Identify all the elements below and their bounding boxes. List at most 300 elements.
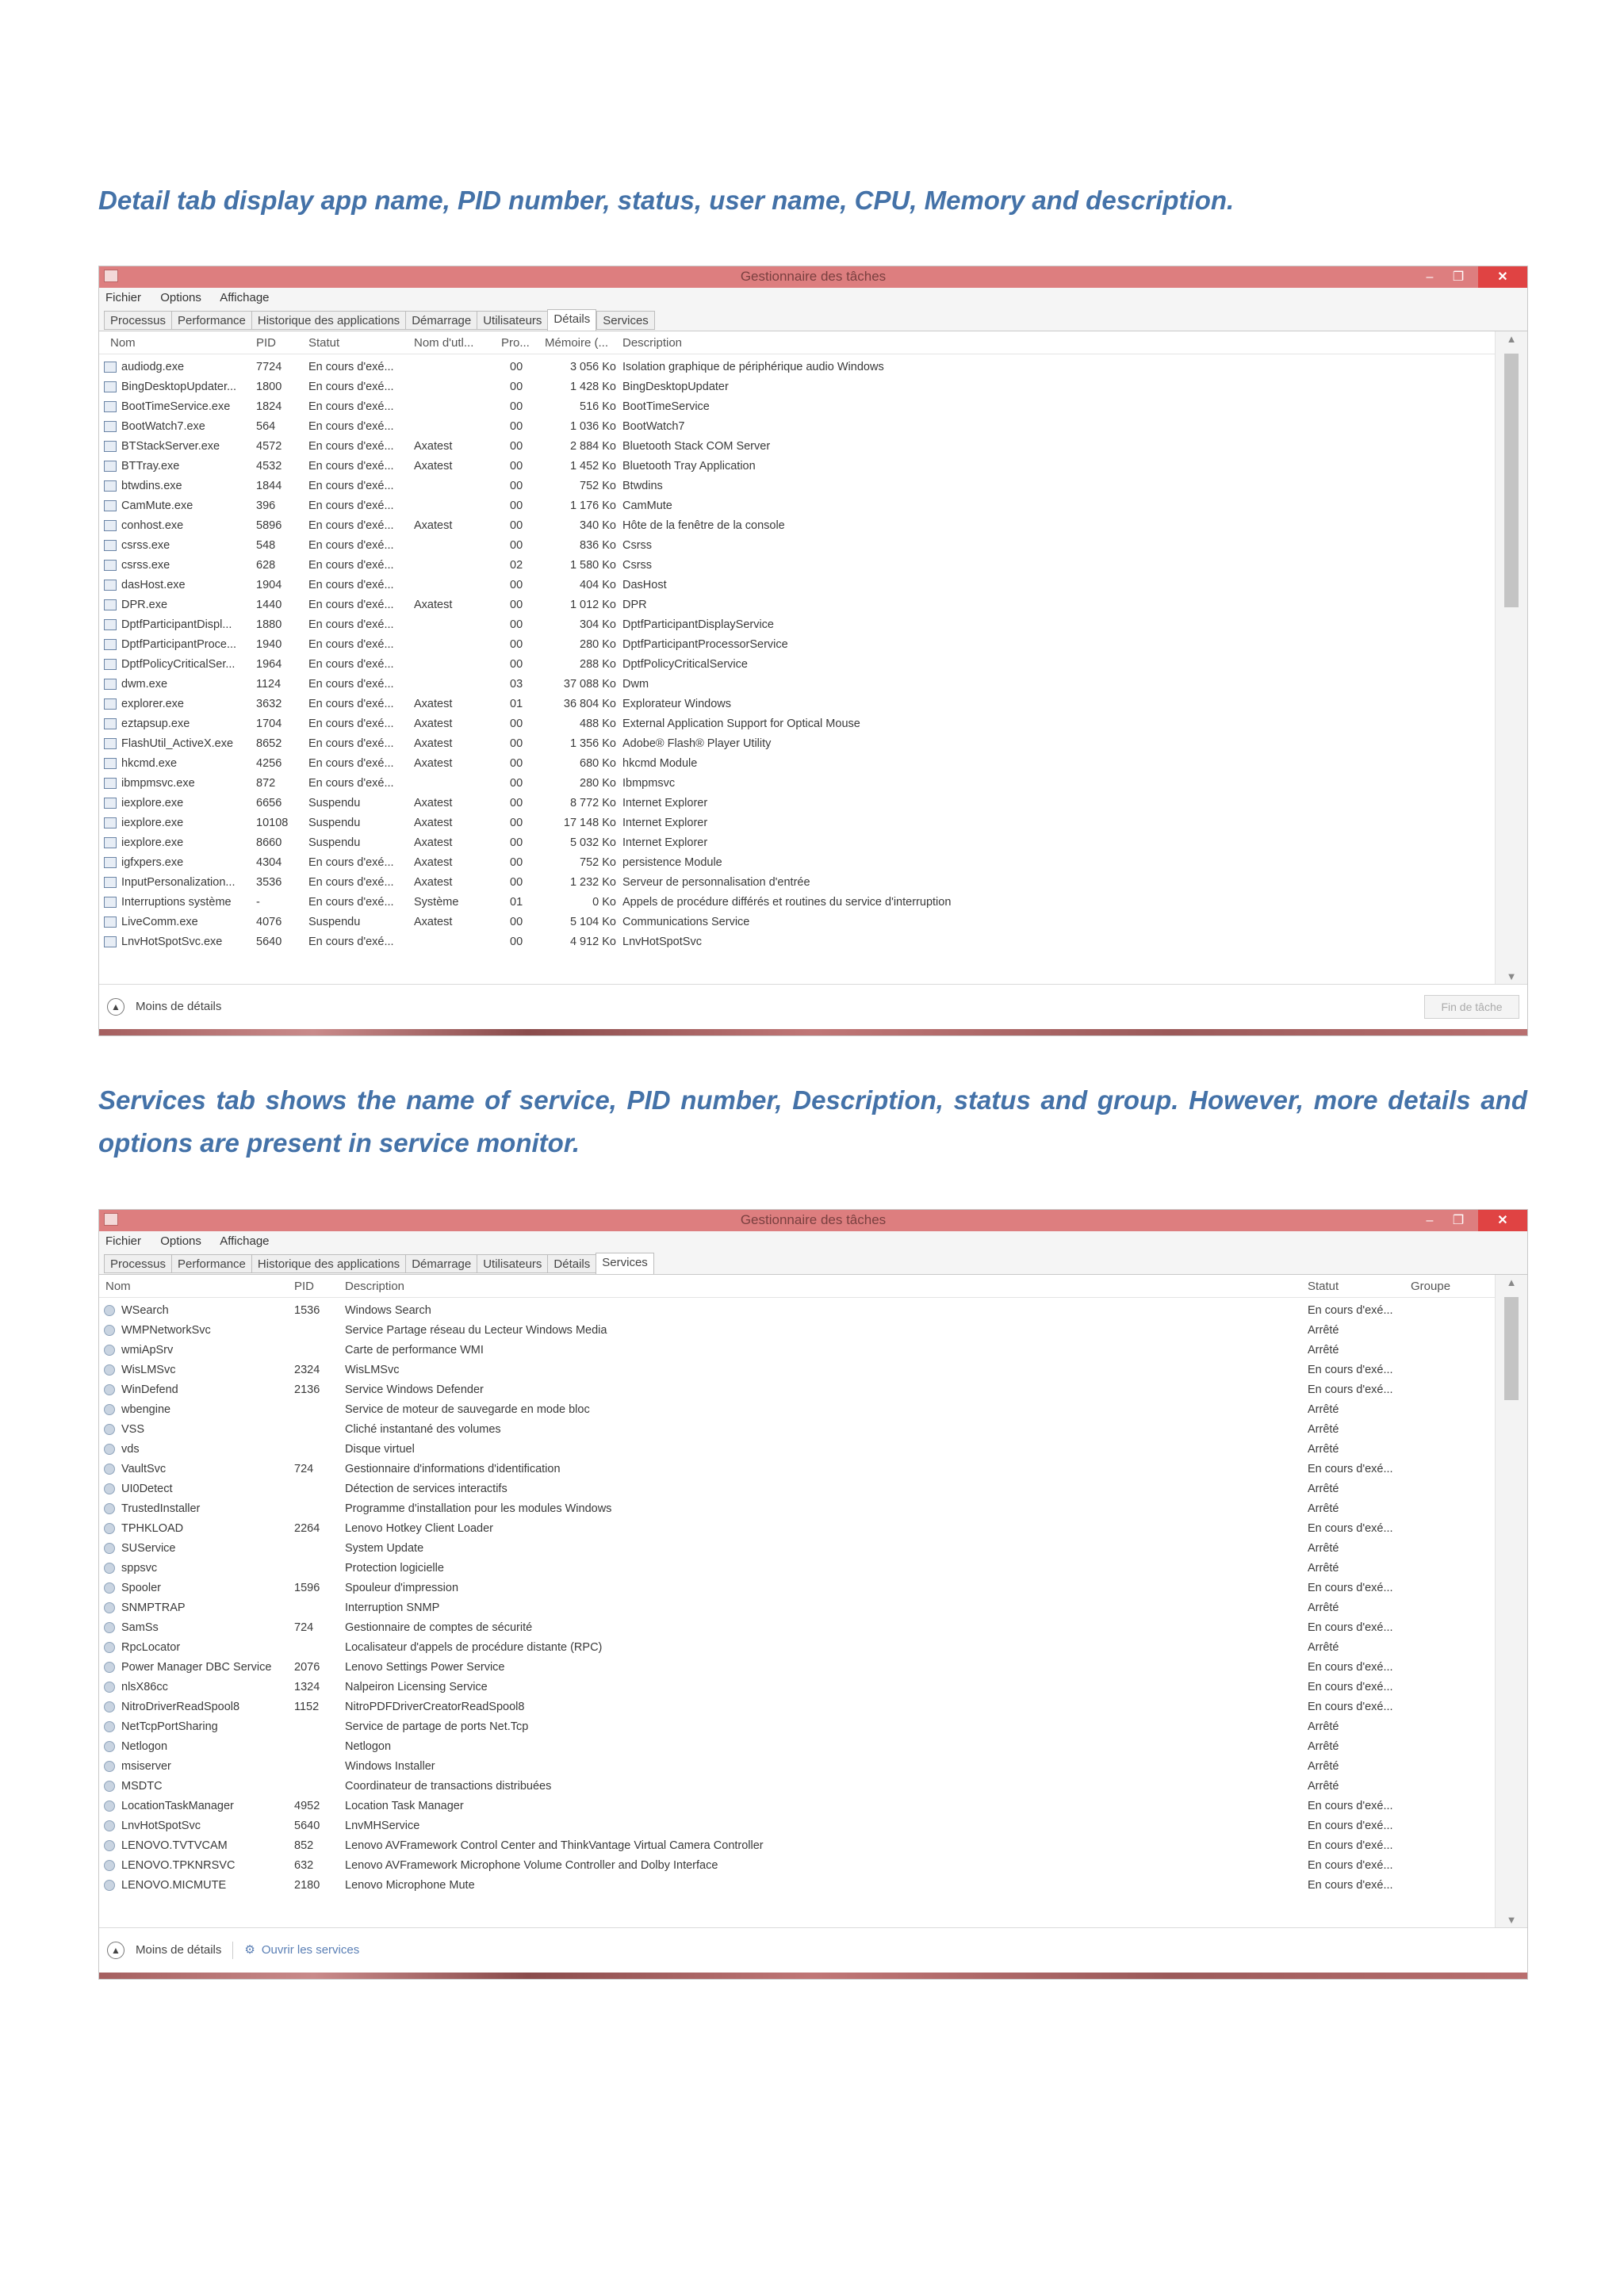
col-header-pid[interactable]: PID bbox=[294, 1280, 315, 1293]
process-pid: 396 bbox=[256, 499, 276, 512]
table-row[interactable] bbox=[99, 1519, 1496, 1539]
process-icon bbox=[104, 798, 117, 809]
maximize-button[interactable]: ❐ bbox=[1452, 1214, 1465, 1227]
table-row[interactable] bbox=[99, 417, 1496, 437]
tab-utilisateurs[interactable]: Utilisateurs bbox=[477, 311, 547, 330]
service-description: Spouleur d'impression bbox=[345, 1582, 459, 1594]
col-header-status[interactable]: Statut bbox=[1308, 1280, 1339, 1293]
process-name: hkcmd.exe bbox=[121, 757, 178, 770]
close-button[interactable]: ✕ bbox=[1478, 1210, 1527, 1231]
process-cpu: 03 bbox=[510, 678, 523, 691]
service-status: Arrêté bbox=[1308, 1780, 1339, 1793]
table-row[interactable] bbox=[99, 873, 1496, 893]
table-row[interactable] bbox=[99, 536, 1496, 556]
table-row[interactable] bbox=[99, 516, 1496, 536]
service-status: En cours d'exé... bbox=[1308, 1820, 1393, 1832]
table-row[interactable] bbox=[99, 1777, 1496, 1797]
menu-bar bbox=[99, 1231, 1527, 1251]
scroll-down-icon[interactable]: ▼ bbox=[1506, 970, 1517, 982]
scroll-up-icon[interactable]: ▲ bbox=[1506, 1276, 1517, 1288]
process-status: En cours d'exé... bbox=[308, 876, 394, 889]
service-name: MSDTC bbox=[121, 1780, 163, 1793]
process-memory: 1 012 Ko bbox=[569, 599, 616, 611]
service-name: wmiApSrv bbox=[121, 1344, 174, 1357]
table-row[interactable] bbox=[99, 794, 1496, 813]
service-pid: 1152 bbox=[294, 1701, 320, 1713]
table-row[interactable] bbox=[99, 1400, 1496, 1420]
table-row[interactable] bbox=[99, 1559, 1496, 1578]
table-row[interactable] bbox=[99, 476, 1496, 496]
process-pid: 6656 bbox=[256, 797, 282, 809]
tab-services[interactable]: Services bbox=[596, 311, 655, 330]
table-row[interactable] bbox=[99, 1737, 1496, 1757]
process-status: En cours d'exé... bbox=[308, 936, 394, 948]
service-status: Arrêté bbox=[1308, 1641, 1339, 1654]
table-row[interactable] bbox=[99, 1638, 1496, 1658]
table-row[interactable] bbox=[99, 1460, 1496, 1479]
service-description: Location Task Manager bbox=[345, 1800, 464, 1812]
menu-options[interactable]: Options bbox=[160, 1234, 201, 1248]
process-user: Axatest bbox=[414, 797, 453, 809]
process-pid: 4076 bbox=[256, 916, 282, 928]
process-description: Explorateur Windows bbox=[622, 698, 731, 710]
window-title: Gestionnaire des tâches bbox=[740, 269, 887, 284]
process-icon bbox=[104, 936, 117, 947]
process-cpu: 00 bbox=[510, 618, 523, 631]
process-description: Internet Explorer bbox=[622, 797, 708, 809]
table-row[interactable] bbox=[99, 615, 1496, 635]
table-row[interactable] bbox=[99, 853, 1496, 873]
scroll-thumb[interactable] bbox=[1504, 1297, 1519, 1400]
table-row[interactable] bbox=[99, 1479, 1496, 1499]
minimize-button[interactable]: – bbox=[1426, 1214, 1434, 1227]
service-description: Détection de services interactifs bbox=[345, 1483, 508, 1495]
process-memory: 1 232 Ko bbox=[569, 876, 616, 889]
tab-services[interactable]: Services bbox=[596, 1253, 654, 1274]
tab-processus[interactable]: Processus bbox=[104, 1254, 171, 1273]
process-cpu: 00 bbox=[510, 777, 523, 790]
process-memory: 404 Ko bbox=[580, 579, 616, 591]
service-icon bbox=[104, 1800, 115, 1812]
process-pid: 7724 bbox=[256, 361, 282, 373]
process-pid: 1800 bbox=[256, 381, 282, 393]
process-cpu: 00 bbox=[510, 718, 523, 730]
service-name: SNMPTRAP bbox=[121, 1601, 186, 1614]
process-cpu: 00 bbox=[510, 579, 523, 591]
process-icon bbox=[104, 461, 117, 472]
process-user: Axatest bbox=[414, 460, 453, 473]
scroll-up-icon[interactable]: ▲ bbox=[1506, 333, 1517, 345]
process-status: En cours d'exé... bbox=[308, 678, 394, 691]
service-icon bbox=[104, 1364, 115, 1376]
tab-historique[interactable]: Historique des applications bbox=[251, 311, 405, 330]
col-header-description[interactable]: Description bbox=[345, 1280, 405, 1293]
service-description: NitroPDFDriverCreatorReadSpool8 bbox=[345, 1701, 525, 1713]
service-status: Arrêté bbox=[1308, 1443, 1339, 1456]
gear-search-icon: ⚙ bbox=[244, 1942, 255, 1957]
service-description: Lenovo Microphone Mute bbox=[345, 1879, 475, 1892]
table-row[interactable] bbox=[99, 1757, 1496, 1777]
service-icon bbox=[104, 1642, 115, 1653]
table-row[interactable] bbox=[99, 437, 1496, 457]
process-status: En cours d'exé... bbox=[308, 856, 394, 869]
service-icon bbox=[104, 1523, 115, 1534]
tab-historique[interactable]: Historique des applications bbox=[251, 1254, 405, 1273]
taskbar-strip bbox=[99, 1973, 1527, 1980]
tab-processus[interactable]: Processus bbox=[104, 311, 171, 330]
service-status: Arrêté bbox=[1308, 1760, 1339, 1773]
process-status: En cours d'exé... bbox=[308, 400, 394, 413]
process-memory: 752 Ko bbox=[580, 480, 616, 492]
process-cpu: 00 bbox=[510, 400, 523, 413]
process-icon bbox=[104, 639, 117, 650]
process-pid: 1824 bbox=[256, 400, 282, 413]
table-row[interactable] bbox=[99, 1697, 1496, 1717]
tab-details[interactable]: Détails bbox=[547, 1254, 596, 1273]
process-pid: 1940 bbox=[256, 638, 282, 651]
table-row[interactable] bbox=[99, 1717, 1496, 1737]
table-row[interactable] bbox=[99, 893, 1496, 913]
process-name: BTStackServer.exe bbox=[121, 440, 220, 453]
service-icon bbox=[104, 1781, 115, 1792]
process-pid: 1124 bbox=[256, 678, 282, 691]
process-name: DPR.exe bbox=[121, 599, 168, 611]
process-icon bbox=[104, 441, 117, 452]
process-description: DPR bbox=[622, 599, 647, 611]
service-status: En cours d'exé... bbox=[1308, 1463, 1393, 1475]
table-row[interactable] bbox=[99, 1598, 1496, 1618]
table-row[interactable] bbox=[99, 496, 1496, 516]
process-cpu: 00 bbox=[510, 817, 523, 829]
service-status: Arrêté bbox=[1308, 1601, 1339, 1614]
task-manager-services-window bbox=[98, 1209, 1528, 1980]
table-row[interactable] bbox=[99, 734, 1496, 754]
process-name: FlashUtil_ActiveX.exe bbox=[121, 737, 234, 750]
process-icon bbox=[104, 540, 117, 551]
close-button[interactable]: ✕ bbox=[1478, 266, 1527, 288]
process-icon bbox=[104, 599, 117, 610]
process-name: btwdins.exe bbox=[121, 480, 182, 492]
tab-details[interactable]: Détails bbox=[547, 309, 596, 331]
table-row[interactable] bbox=[99, 932, 1496, 952]
col-header-user[interactable]: Nom d'utl... bbox=[414, 336, 474, 350]
process-cpu: 00 bbox=[510, 638, 523, 651]
tab-demarrage[interactable]: Démarrage bbox=[405, 1254, 477, 1273]
process-description: DptfParticipantDisplayService bbox=[622, 618, 774, 631]
process-memory: 1 036 Ko bbox=[569, 420, 616, 433]
tab-bar bbox=[99, 308, 1527, 331]
service-name: vds bbox=[121, 1443, 140, 1456]
process-pid: 3536 bbox=[256, 876, 282, 889]
service-description: Gestionnaire d'informations d'identification bbox=[345, 1463, 561, 1475]
process-icon bbox=[104, 698, 117, 710]
table-row[interactable] bbox=[99, 833, 1496, 853]
table-row[interactable] bbox=[99, 1876, 1496, 1896]
process-pid: - bbox=[256, 896, 260, 909]
table-row[interactable] bbox=[99, 1321, 1496, 1341]
table-row[interactable] bbox=[99, 635, 1496, 655]
process-status: Suspendu bbox=[308, 817, 361, 829]
process-icon bbox=[104, 480, 117, 492]
service-pid: 1536 bbox=[294, 1304, 320, 1317]
table-row[interactable] bbox=[99, 714, 1496, 734]
table-row[interactable] bbox=[99, 1539, 1496, 1559]
table-row[interactable] bbox=[99, 695, 1496, 714]
service-name: msiserver bbox=[121, 1760, 171, 1773]
process-pid: 1844 bbox=[256, 480, 282, 492]
details-rows bbox=[99, 358, 1496, 952]
process-description: persistence Module bbox=[622, 856, 722, 869]
table-row[interactable] bbox=[99, 1797, 1496, 1816]
service-name: VSS bbox=[121, 1423, 145, 1436]
service-description: Nalpeiron Licensing Service bbox=[345, 1681, 488, 1693]
process-pid: 5640 bbox=[256, 936, 282, 948]
service-description: Gestionnaire de comptes de sécurité bbox=[345, 1621, 533, 1634]
process-cpu: 02 bbox=[510, 559, 523, 572]
process-status: En cours d'exé... bbox=[308, 559, 394, 572]
table-row[interactable] bbox=[99, 397, 1496, 417]
process-memory: 280 Ko bbox=[580, 638, 616, 651]
scroll-down-icon[interactable]: ▼ bbox=[1506, 1914, 1517, 1926]
service-name: SUService bbox=[121, 1542, 176, 1555]
process-pid: 628 bbox=[256, 559, 276, 572]
table-row[interactable] bbox=[99, 813, 1496, 833]
service-name: LENOVO.TPKNRSVC bbox=[121, 1859, 236, 1872]
service-status: En cours d'exé... bbox=[1308, 1859, 1393, 1872]
table-row[interactable] bbox=[99, 1618, 1496, 1638]
process-description: Internet Explorer bbox=[622, 817, 708, 829]
service-name: RpcLocator bbox=[121, 1641, 181, 1654]
process-description: hkcmd Module bbox=[622, 757, 698, 770]
process-name: eztapsup.exe bbox=[121, 718, 190, 730]
scrollbar[interactable] bbox=[1495, 331, 1527, 984]
process-cpu: 00 bbox=[510, 856, 523, 869]
service-icon bbox=[104, 1345, 115, 1356]
service-icon bbox=[104, 1622, 115, 1633]
service-icon bbox=[104, 1880, 115, 1891]
maximize-button[interactable]: ❐ bbox=[1452, 270, 1465, 284]
table-row[interactable] bbox=[99, 1578, 1496, 1598]
service-icon bbox=[104, 1543, 115, 1554]
service-status: En cours d'exé... bbox=[1308, 1304, 1393, 1317]
service-icon bbox=[104, 1582, 115, 1594]
service-description: Carte de performance WMI bbox=[345, 1344, 484, 1357]
service-description: Disque virtuel bbox=[345, 1443, 415, 1456]
table-row[interactable] bbox=[99, 377, 1496, 397]
table-row[interactable] bbox=[99, 457, 1496, 476]
service-description: Lenovo Settings Power Service bbox=[345, 1661, 505, 1674]
service-name: Netlogon bbox=[121, 1740, 168, 1753]
process-memory: 5 032 Ko bbox=[569, 836, 616, 849]
service-status: Arrêté bbox=[1308, 1502, 1339, 1515]
menu-bar bbox=[99, 288, 1527, 308]
process-cpu: 00 bbox=[510, 658, 523, 671]
service-icon bbox=[104, 1840, 115, 1851]
table-row[interactable] bbox=[99, 1499, 1496, 1519]
col-header-name[interactable]: Nom bbox=[105, 1280, 131, 1293]
service-icon bbox=[104, 1483, 115, 1494]
table-row[interactable] bbox=[99, 655, 1496, 675]
process-pid: 1440 bbox=[256, 599, 282, 611]
table-row[interactable] bbox=[99, 1816, 1496, 1836]
service-icon bbox=[104, 1503, 115, 1514]
process-description: External Application Support for Optical Mouse bbox=[622, 718, 860, 730]
table-row[interactable] bbox=[99, 595, 1496, 615]
process-icon bbox=[104, 877, 117, 888]
process-name: CamMute.exe bbox=[121, 499, 193, 512]
process-name: BootWatch7.exe bbox=[121, 420, 205, 433]
process-description: Internet Explorer bbox=[622, 836, 708, 849]
process-memory: 5 104 Ko bbox=[569, 916, 616, 928]
service-name: UI0Detect bbox=[121, 1483, 173, 1495]
process-icon bbox=[104, 897, 117, 908]
process-icon bbox=[104, 916, 117, 928]
process-cpu: 00 bbox=[510, 381, 523, 393]
service-status: En cours d'exé... bbox=[1308, 1800, 1393, 1812]
table-row[interactable] bbox=[99, 358, 1496, 377]
service-name: SamSs bbox=[121, 1621, 159, 1634]
service-name: nlsX86cc bbox=[121, 1681, 168, 1693]
process-icon bbox=[104, 778, 117, 789]
table-row[interactable] bbox=[99, 576, 1496, 595]
process-cpu: 01 bbox=[510, 698, 523, 710]
service-status: En cours d'exé... bbox=[1308, 1582, 1393, 1594]
service-name: NetTcpPortSharing bbox=[121, 1720, 218, 1733]
process-user: Axatest bbox=[414, 519, 453, 532]
process-name: BingDesktopUpdater... bbox=[121, 381, 237, 393]
service-icon bbox=[104, 1384, 115, 1395]
tab-utilisateurs[interactable]: Utilisateurs bbox=[477, 1254, 547, 1273]
table-row[interactable] bbox=[99, 1836, 1496, 1856]
table-row[interactable] bbox=[99, 556, 1496, 576]
process-status: En cours d'exé... bbox=[308, 777, 394, 790]
service-status: En cours d'exé... bbox=[1308, 1621, 1393, 1634]
menu-options[interactable]: Options bbox=[160, 291, 201, 304]
process-status: En cours d'exé... bbox=[308, 638, 394, 651]
process-memory: 752 Ko bbox=[580, 856, 616, 869]
service-name: LENOVO.TVTVCAM bbox=[121, 1839, 228, 1852]
process-description: Adobe® Flash® Player Utility bbox=[622, 737, 772, 750]
table-row[interactable] bbox=[99, 1856, 1496, 1876]
table-row[interactable] bbox=[99, 774, 1496, 794]
service-pid: 2076 bbox=[294, 1661, 320, 1674]
process-icon bbox=[104, 738, 117, 749]
process-description: Csrss bbox=[622, 539, 653, 552]
process-pid: 1880 bbox=[256, 618, 282, 631]
divider bbox=[232, 1942, 233, 1959]
taskbar-strip bbox=[99, 1029, 1527, 1036]
tab-demarrage[interactable]: Démarrage bbox=[405, 311, 477, 330]
service-name: Power Manager DBC Service bbox=[121, 1661, 272, 1674]
process-icon bbox=[104, 857, 117, 868]
col-header-description[interactable]: Description bbox=[622, 336, 683, 350]
service-icon bbox=[104, 1761, 115, 1772]
end-task-button[interactable]: Fin de tâche bbox=[1424, 995, 1519, 1019]
service-status: En cours d'exé... bbox=[1308, 1383, 1393, 1396]
process-cpu: 00 bbox=[510, 420, 523, 433]
process-user: Axatest bbox=[414, 440, 453, 453]
service-pid: 2136 bbox=[294, 1383, 320, 1396]
process-icon bbox=[104, 421, 117, 432]
process-description: DasHost bbox=[622, 579, 667, 591]
process-icon bbox=[104, 837, 117, 848]
table-row[interactable] bbox=[99, 1301, 1496, 1321]
scroll-thumb[interactable] bbox=[1504, 354, 1519, 607]
service-description: Windows Search bbox=[345, 1304, 431, 1317]
service-status: Arrêté bbox=[1308, 1542, 1339, 1555]
process-memory: 1 176 Ko bbox=[569, 499, 616, 512]
process-status: En cours d'exé... bbox=[308, 737, 394, 750]
process-icon bbox=[104, 560, 117, 571]
scrollbar[interactable] bbox=[1495, 1275, 1527, 1927]
table-row[interactable] bbox=[99, 1360, 1496, 1380]
menu-fichier[interactable]: Fichier bbox=[105, 291, 142, 304]
process-icon bbox=[104, 362, 117, 373]
process-cpu: 00 bbox=[510, 499, 523, 512]
process-description: Communications Service bbox=[622, 916, 750, 928]
process-description: Bluetooth Tray Application bbox=[622, 460, 756, 473]
service-status: En cours d'exé... bbox=[1308, 1701, 1393, 1713]
service-name: WMPNetworkSvc bbox=[121, 1324, 211, 1337]
less-details-button[interactable]: ▲ Moins de détails ⚙ Ouvrir les services bbox=[107, 1942, 359, 1959]
minimize-button[interactable]: – bbox=[1426, 270, 1434, 284]
table-row[interactable] bbox=[99, 1380, 1496, 1400]
process-cpu: 00 bbox=[510, 936, 523, 948]
tab-bar bbox=[99, 1251, 1527, 1275]
tab-performance[interactable]: Performance bbox=[171, 1254, 251, 1273]
process-name: ibmpmsvc.exe bbox=[121, 777, 195, 790]
process-memory: 288 Ko bbox=[580, 658, 616, 671]
process-status: En cours d'exé... bbox=[308, 896, 394, 909]
less-details-button[interactable]: ▲ Moins de détails bbox=[107, 998, 221, 1016]
col-header-group[interactable]: Groupe bbox=[1411, 1280, 1451, 1293]
tab-performance[interactable]: Performance bbox=[171, 311, 251, 330]
col-header-status[interactable]: Statut bbox=[308, 336, 340, 350]
menu-affichage[interactable]: Affichage bbox=[220, 291, 270, 304]
table-row[interactable] bbox=[99, 1341, 1496, 1360]
col-header-name[interactable]: Nom bbox=[110, 336, 136, 350]
process-description: Csrss bbox=[622, 559, 653, 572]
service-pid: 852 bbox=[294, 1839, 314, 1852]
col-header-memory[interactable]: Mémoire (... bbox=[545, 336, 609, 350]
open-services-link[interactable]: ⚙ Ouvrir les services bbox=[244, 1942, 360, 1957]
process-status: En cours d'exé... bbox=[308, 460, 394, 473]
table-row[interactable] bbox=[99, 913, 1496, 932]
process-name: explorer.exe bbox=[121, 698, 184, 710]
table-row[interactable] bbox=[99, 754, 1496, 774]
service-description: Lenovo Hotkey Client Loader bbox=[345, 1522, 494, 1535]
table-row[interactable] bbox=[99, 1420, 1496, 1440]
service-pid: 2180 bbox=[294, 1879, 320, 1892]
table-row[interactable] bbox=[99, 1678, 1496, 1697]
process-cpu: 00 bbox=[510, 797, 523, 809]
col-header-cpu[interactable]: Pro... bbox=[501, 336, 530, 350]
menu-fichier[interactable]: Fichier bbox=[105, 1234, 142, 1248]
menu-affichage[interactable]: Affichage bbox=[220, 1234, 270, 1248]
process-memory: 680 Ko bbox=[580, 757, 616, 770]
table-row[interactable] bbox=[99, 1440, 1496, 1460]
process-name: BootTimeService.exe bbox=[121, 400, 231, 413]
process-name: BTTray.exe bbox=[121, 460, 180, 473]
service-name: sppsvc bbox=[121, 1562, 158, 1575]
service-status: En cours d'exé... bbox=[1308, 1839, 1393, 1852]
table-row[interactable] bbox=[99, 675, 1496, 695]
service-name: wbengine bbox=[121, 1403, 171, 1416]
table-row[interactable] bbox=[99, 1658, 1496, 1678]
col-header-pid[interactable]: PID bbox=[256, 336, 277, 350]
service-status: Arrêté bbox=[1308, 1720, 1339, 1733]
process-pid: 4572 bbox=[256, 440, 282, 453]
